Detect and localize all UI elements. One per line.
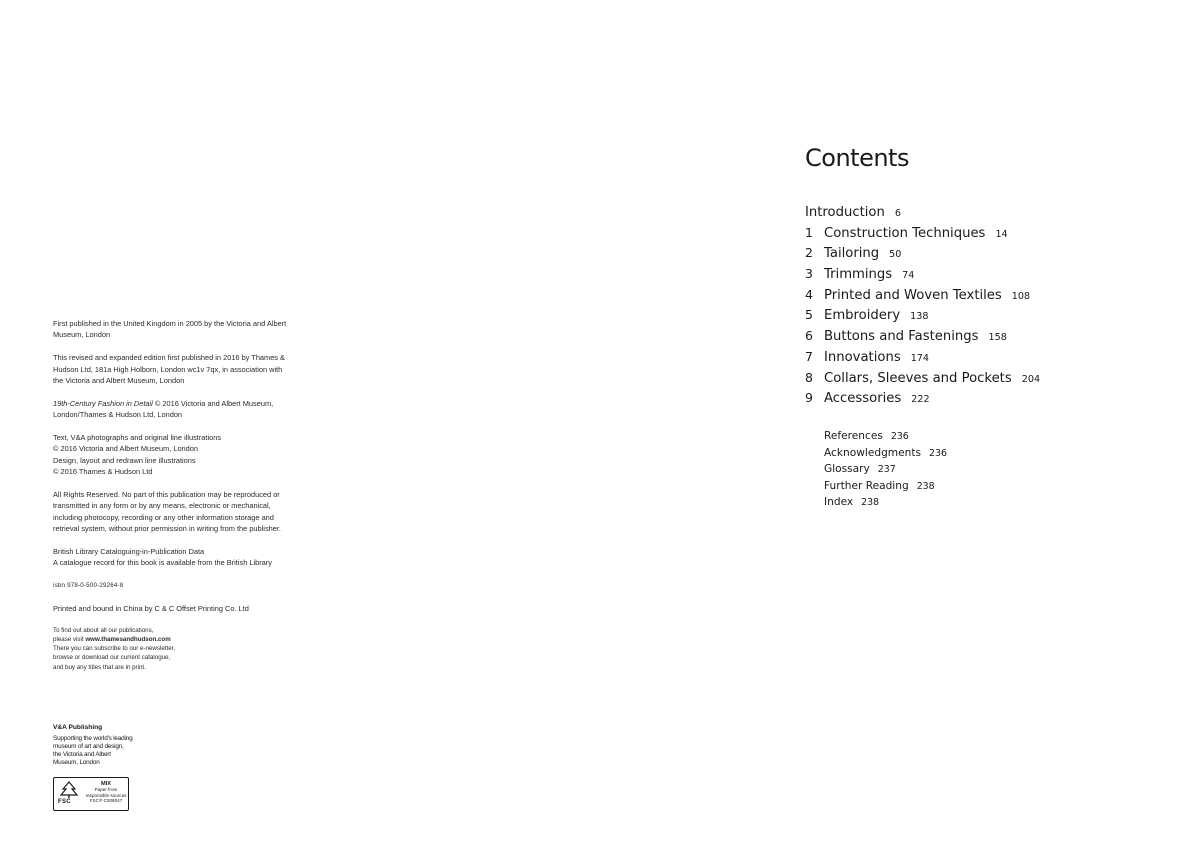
back-matter-item[interactable] xyxy=(824,459,947,476)
toc-chapter-number: 3 xyxy=(805,266,813,282)
toc-chapter-number: 5 xyxy=(805,307,813,323)
toc-chapter-number: 1 xyxy=(805,224,813,240)
credits-line-4: © 2016 Thames & Hudson Ltd xyxy=(53,467,153,477)
contents-title: Contents xyxy=(805,144,909,172)
toc-chapter-number: 6 xyxy=(805,328,813,344)
isbn-text: isbn 978-0-500-29264-8 xyxy=(53,582,124,590)
fsc-tree-icon xyxy=(57,781,81,799)
fsc-mix: MIX xyxy=(101,781,111,787)
toc-chapter-page: 204 xyxy=(1021,373,1041,385)
book-title-italic: 19th-Century Fashion in Detail xyxy=(53,398,153,408)
imprint-block xyxy=(53,318,293,683)
toc-chapter-page: 50 xyxy=(889,249,902,261)
back-matter-item[interactable] xyxy=(824,476,947,493)
toc-introduction[interactable] xyxy=(805,201,1135,222)
toc-chapter-title: Collars, Sleeves and Pockets xyxy=(824,370,1012,386)
va-tagline-line-4: Museum, London xyxy=(53,758,100,766)
back-matter-list xyxy=(824,426,947,509)
credits-line-1: Text, V&A photographs and original line illustrations xyxy=(53,433,222,443)
small-line-3: There you can subscribe to our e-newsletter, xyxy=(53,645,176,653)
toc-chapter-page: 74 xyxy=(902,270,915,282)
va-publishing-tagline xyxy=(53,735,163,767)
va-tagline-line-1: Supporting the world's leading xyxy=(53,735,133,742)
toc-chapter-title: Accessories xyxy=(824,391,902,407)
fsc-word: FSC xyxy=(58,799,71,805)
back-matter-title: Glossary xyxy=(824,463,870,475)
va-publishing-heading: V&A Publishing xyxy=(53,724,103,731)
small-line-1: To find out about all our publications, xyxy=(53,626,154,634)
back-matter-page: 237 xyxy=(877,464,896,475)
toc-chapter-1[interactable] xyxy=(805,222,1135,243)
toc-chapter-page: 174 xyxy=(910,352,930,364)
first-published-text: First published in the United Kingdom in 2005 by the Victoria and Albert Museum, London xyxy=(53,319,287,340)
toc-chapter-9[interactable] xyxy=(805,387,1135,408)
toc-chapter-3[interactable] xyxy=(805,263,1135,284)
toc-chapter-number: 4 xyxy=(805,286,813,302)
toc-chapter-4[interactable] xyxy=(805,284,1135,305)
cip-line-1: British Library Cataloguing-in-Publication Data xyxy=(53,547,205,557)
small-line-2a: please visit xyxy=(53,636,86,644)
toc-chapter-page: 138 xyxy=(910,311,929,323)
back-matter-item[interactable] xyxy=(824,426,947,443)
toc-chapter-title: Trimmings xyxy=(824,267,893,283)
toc-entry-title: Introduction xyxy=(805,205,885,220)
printed-text: Printed and bound in China by C & C Offset Printing Co. Ltd xyxy=(53,604,249,614)
copyright-rest: © 2016 Victoria and Albert Museum, London/Thames & Hudson Ltd, London xyxy=(53,398,274,420)
toc-chapter-2[interactable] xyxy=(805,242,1135,263)
publisher-info-text xyxy=(53,626,293,672)
toc-chapter-page: 14 xyxy=(995,228,1008,240)
credits-line-3: Design, layout and redrawn line illustrations xyxy=(53,455,196,465)
toc-chapter-5[interactable] xyxy=(805,304,1135,325)
toc-entry-page: 6 xyxy=(894,208,901,219)
toc-chapter-title: Tailoring xyxy=(824,246,880,262)
publisher-website-link[interactable]: www.thamesandhudson.com xyxy=(85,636,171,644)
back-matter-page: 236 xyxy=(929,447,947,459)
small-line-4: browse or download our current catalogue, xyxy=(53,654,171,662)
credits-text xyxy=(53,432,293,478)
va-publishing-block xyxy=(53,723,163,767)
toc-chapter-title: Construction Techniques xyxy=(824,225,986,241)
toc-chapter-page: 222 xyxy=(911,394,930,406)
toc-chapter-page: 158 xyxy=(988,332,1007,344)
fsc-logo xyxy=(53,777,129,811)
fsc-code: FSC® C008047 xyxy=(89,798,123,804)
edition-text: This revised and expanded edition first published in 2016 by Thames & Hudson Ltd, 181a High Holborn, London wc1v 7qx, in association with the Victoria and Albert Museum, London xyxy=(53,353,285,386)
fsc-line-1: Paper from xyxy=(94,787,118,793)
toc-chapter-title: Printed and Woven Textiles xyxy=(824,287,1002,303)
back-matter-page: 238 xyxy=(861,497,880,508)
back-matter-page: 238 xyxy=(916,480,935,492)
toc-chapter-number: 7 xyxy=(805,348,813,364)
toc-chapter-8[interactable] xyxy=(805,367,1135,388)
table-of-contents xyxy=(805,201,1135,408)
back-matter-item[interactable] xyxy=(824,492,947,509)
toc-chapter-page: 108 xyxy=(1011,290,1031,302)
back-matter-page: 236 xyxy=(890,431,909,442)
toc-chapter-6[interactable] xyxy=(805,325,1135,346)
back-matter-title: References xyxy=(824,430,883,442)
fsc-label xyxy=(84,782,128,804)
toc-chapter-title: Innovations xyxy=(824,349,901,365)
cip-line-2: A catalogue record for this book is available from the British Library xyxy=(53,558,272,568)
back-matter-title: Acknowledgments xyxy=(824,446,922,459)
rights-text: All Rights Reserved. No part of this publication may be reproduced or transmitted in any form or by any means, electronic or mechanical, including photocopy, recording or any other information storage and retrieval system, without prior permission in writing from the publisher. xyxy=(53,490,281,534)
cip-text xyxy=(53,546,293,569)
va-tagline-line-2: museum of art and design, xyxy=(53,742,124,750)
credits-line-2: © 2016 Victoria and Albert Museum, London xyxy=(53,444,199,454)
toc-chapter-title: Embroidery xyxy=(824,308,901,324)
fsc-line-2: responsible sources xyxy=(85,792,127,798)
toc-chapter-7[interactable] xyxy=(805,346,1135,367)
copyright-text xyxy=(53,398,293,421)
back-matter-title: Further Reading xyxy=(824,479,909,492)
back-matter-title: Index xyxy=(824,496,854,508)
back-matter-item[interactable] xyxy=(824,443,947,460)
toc-chapter-title: Buttons and Fastenings xyxy=(824,329,979,345)
small-line-5: and buy any titles that are in print. xyxy=(53,663,146,671)
toc-chapter-number: 8 xyxy=(805,369,813,385)
va-tagline-line-3: the Victoria and Albert xyxy=(53,750,111,758)
toc-chapter-number: 9 xyxy=(805,390,813,406)
toc-chapter-number: 2 xyxy=(805,245,813,261)
